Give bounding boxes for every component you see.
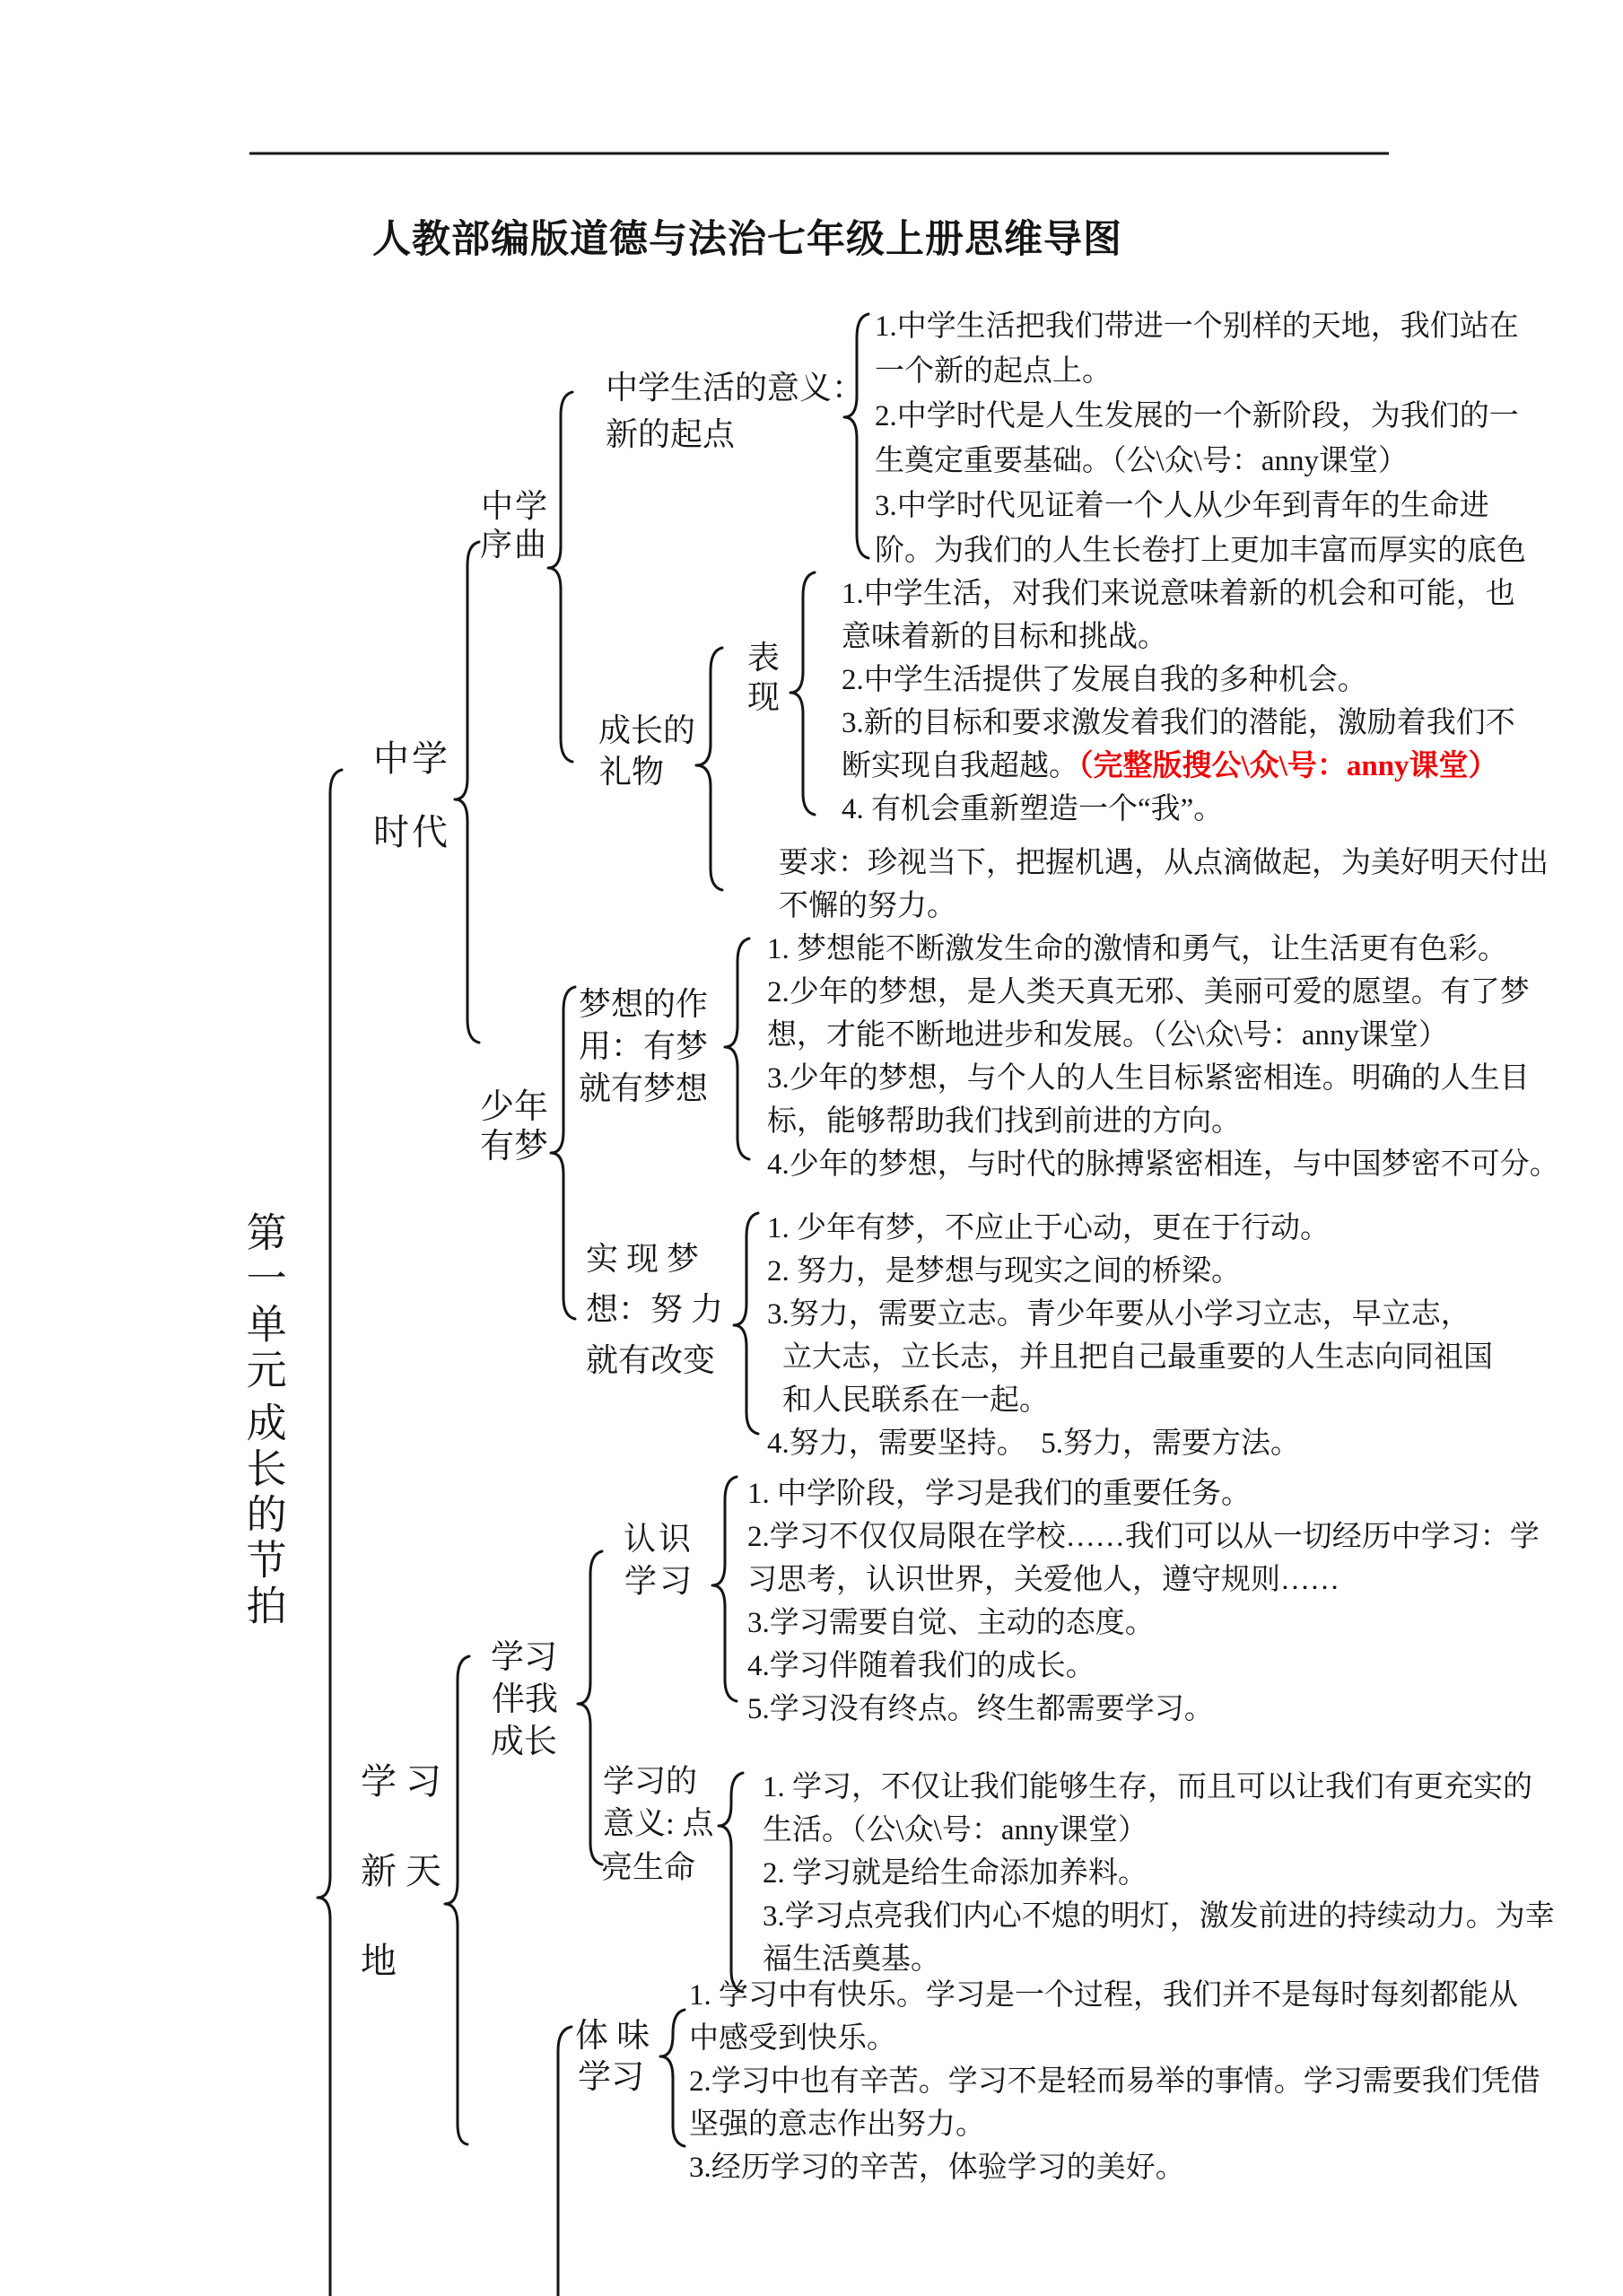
item-text: 断实现自我超越。 [842,750,1078,782]
node-companion-row2: 伴我 [492,1681,558,1718]
node-meaning-learn-row2: 意义: 点 [603,1806,714,1841]
brace-know [712,1477,737,1701]
node-dream-role-row1: 梦想的作 [579,986,709,1022]
item-line: 一个新的起点上。 [875,355,1112,388]
item-line-with-promo [842,751,1498,783]
item-line: 福生活奠基。 [763,1943,940,1976]
node-know-row2: 学习 [624,1563,695,1599]
node-realize-row2: 想：努 力 [586,1291,724,1327]
item-line: 4.学习伴随着我们的成长。 [747,1650,1095,1682]
brace-gift [696,648,722,890]
item-line: 3.学习点亮我们内心不熄的明灯，激发前进的持续动力。为幸 [763,1900,1555,1933]
brace-dream-role [725,938,749,1159]
node-meaning-learn-row1: 学习的 [603,1764,698,1799]
item-line: 4.少年的梦想，与时代的脉搏紧密相连，与中国梦密不可分。 [767,1148,1559,1181]
item-line: 3.中学时代见证着一个人从少年到青年的生命进 [875,490,1489,522]
node-meaning-label-row1: 中学生活的意义： [606,370,865,406]
brace-meaning [844,314,868,558]
item-line: 立大志，立长志，并且把自己最重要的人生志向同祖国 [782,1341,1493,1374]
item-line: 3.少年的梦想，与个人的人生目标紧密相连。明确的人生目 [767,1062,1530,1095]
item-line: 2.少年的梦想，是人类天真无邪、美丽可爱的愿望。有了梦 [767,976,1530,1008]
node-manifest-label-row2: 现 [747,679,781,715]
node-dream-role-row3: 就有梦想 [579,1070,709,1106]
brace-new-world [445,1656,469,2144]
item-line: 1.中学生活，对我们来说意味着新的机会和可能，也 [842,578,1515,610]
item-line: 生活。（公\众\号：anny课堂） [763,1814,1147,1846]
item-line: 习思考，认识世界，关爱他人，遵守规则…… [747,1564,1339,1596]
node-era-row2: 时代 [373,812,450,852]
node-taste-row2: 学习 [578,2059,644,2096]
brace-continuation [558,2027,572,2296]
requirement-note-line2: 不懈的努力。 [779,890,956,922]
item-line: 1. 学习中有快乐。学习是一个过程，我们并不是每时每刻都能从 [689,1979,1518,2012]
item-line: 5.学习没有终点。终生都需要学习。 [747,1693,1214,1725]
node-gift-row2: 礼物 [599,754,665,790]
item-line: 2.学习不仅仅局限在学校……我们可以从一切经历中学习：学 [747,1521,1540,1553]
item-line: 1.中学生活把我们带进一个别样的天地，我们站在 [875,310,1519,343]
node-youth-dream-row2: 有梦 [480,1128,549,1165]
brace-overture [548,392,572,762]
unit-title-line2: 成长的节拍 [240,1401,285,1630]
item-line: 中感受到快乐。 [689,2022,896,2055]
item-line: 和人民联系在一起。 [782,1384,1049,1417]
brace-unit [318,770,342,2296]
brace-era [455,542,479,1043]
node-companion-row3: 成长 [491,1724,557,1760]
brace-meaning-learn [719,1773,743,1992]
node-companion-row1: 学习 [491,1639,557,1676]
item-line: 1. 梦想能不断激发生命的激情和勇气，让生活更有色彩。 [767,933,1507,965]
node-taste-row1: 体 味 [575,2018,650,2055]
node-realize-row3: 就有改变 [586,1342,716,1378]
page-title: 人教部编版道德与法治七年级上册思维导图 [372,219,1122,261]
promo-red-text: （完整版搜公\众\号：anny课堂） [1078,750,1498,782]
node-overture-row2: 序曲 [480,527,549,563]
node-dream-role-row2: 用：有梦 [579,1028,709,1064]
item-line: 想，才能不断地进步和发展。（公\众\号：anny课堂） [767,1019,1448,1052]
requirement-note-line1: 要求：珍视当下，把握机遇，从点滴做起，为美好明天付出 [779,847,1549,879]
brace-manifest [790,572,815,815]
item-line: 3.努力，需要立志。青少年要从小学习立志，早立志， [767,1298,1470,1331]
item-line: 生奠定重要基础。（公\众\号：anny课堂） [875,445,1408,477]
node-realize-row1: 实 现 梦 [586,1241,700,1277]
item-line: 坚强的意志作出努力。 [689,2108,985,2141]
item-line: 1. 少年有梦，不应止于心动，更在于行动。 [767,1212,1330,1244]
item-line: 1. 中学阶段，学习是我们的重要任务。 [747,1478,1251,1510]
node-new-world-row2: 新 天 [361,1851,441,1891]
item-line: 3.经历学习的辛苦，体验学习的美好。 [689,2152,1185,2184]
node-gift-row1: 成长的 [598,712,696,748]
brace-youth-dream [551,987,575,1319]
node-meaning-learn-row3: 亮生命 [601,1850,696,1885]
brace-companion [578,1551,602,1864]
item-line: 2. 学习就是给生命添加养料。 [763,1857,1147,1890]
node-youth-dream-row1: 少年 [480,1088,549,1126]
item-line: 2.学习中也有辛苦。学习不是轻而易举的事情。学习需要我们凭借 [689,2065,1540,2098]
item-line: 2.中学生活提供了发展自我的多种机会。 [842,664,1367,696]
brace-taste [660,2010,685,2146]
node-meaning-label-row2: 新的起点 [606,416,736,452]
node-manifest-label-row1: 表 [747,640,781,676]
item-line: 意味着新的目标和挑战。 [842,621,1167,653]
item-line: 标，能够帮助我们找到前进的方向。 [767,1105,1241,1138]
item-line: 3.学习需要自觉、主动的态度。 [747,1607,1155,1639]
item-line: 3.新的目标和要求激发着我们的潜能，激励着我们不 [842,707,1515,739]
node-era-row1: 中学 [373,738,450,779]
node-know-row1: 认识 [624,1521,694,1557]
item-line: 2. 努力，是梦想与现实之间的桥梁。 [767,1255,1241,1288]
node-overture-row1: 中学 [481,488,550,524]
item-line: 4. 有机会重新塑造一个“我”。 [842,793,1224,825]
brace-realize [734,1213,758,1434]
item-line: 阶。为我们的人生长卷打上更加丰富而厚实的底色 [875,535,1526,567]
node-new-world-row3: 地 [361,1941,397,1981]
unit-title-line1: 第一单元 [240,1211,285,1394]
node-new-world-row1: 学 习 [361,1761,441,1802]
item-line: 2.中学时代是人生发展的一个新阶段，为我们的一 [875,400,1519,432]
item-line: 4.努力，需要坚持。 5.努力，需要方法。 [767,1427,1300,1460]
item-line: 1. 学习，不仅让我们能够生存，而且可以让我们有更充实的 [763,1771,1532,1803]
